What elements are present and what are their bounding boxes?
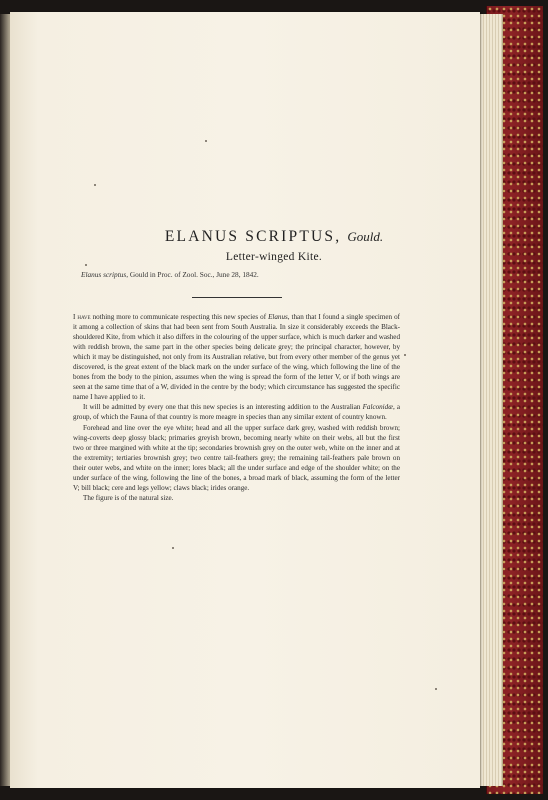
paragraph-1 [73,312,400,402]
p1-text-a: nothing more to communicate respecting this new species of [90,313,269,321]
paragraph-4: The figure is of the natural size. [83,493,174,502]
species-name: ELANUS SCRIPTUS, [164,228,342,245]
foxing-spot [404,354,406,356]
citation-species: Elanus scriptus [81,270,127,279]
divider-rule [192,297,282,298]
citation-text: , Gould in Proc. of Zool. Soc., June 28, 1842. [126,270,259,279]
p1-text-b: , than that I found a single specimen of it among a collection of skins that had been sent from South Australia. In size it considerably exceeds the Black-shouldered Kite, from which it also differs in the colouring of the upper surface, which is much darker and washed with reddish brown, the same part in the other species being delicate grey; the principal character, however, by which it may be distinguished, not only from its Australian relative, but from every other member of the genus yet discovered, is the great extent of the black mark on the under surface of the wing, which following the line of the bones from the body to the pinion, assumes when the wing is spread the form of the letter V, or if both wings are seen at the same time that of a W, divided in the centre by the body; which circumstance has suggested the specific name I have applied to it. [73,313,400,402]
family-name: Falconidæ [362,403,393,412]
species-title [0,228,548,246]
opening-words: I have [73,313,91,321]
body-text [73,312,400,503]
common-name: Letter-winged Kite. [225,251,323,263]
genus-name: Elanus [268,313,288,321]
p2-text-b: , a group, of which the Fauna of that country is more meagre in species than any similar extent of country known. [73,403,400,422]
citation [81,270,259,279]
foxing-spot [435,688,437,690]
foxing-spot [94,184,96,186]
paragraph-2 [73,402,400,422]
paragraph-3: Forehead and line over the eye white; head and all the upper surface dark grey, washed with reddish brown; wing-coverts deep glossy black; primaries greyish brown, becoming nearly white on their webs, all but the first two or three margined with white at the tip; secondaries brownish grey on the outer web, white on the inner and at the extremity; tertiaries brownish grey; two centre tail-feathers grey; the remaining tail-feathers pale brown on their outer webs, and white on the inner; lores black; all the under surface and edge of the shoulder white; on the under surface of the wing, following the line of the bones, a broad mark of black, assuming the form of the letter V; bill black; cere and legs yellow; claws black; irides orange. [73,423,400,492]
species-author: Gould. [347,229,384,244]
p2-text-a: It will be admitted by every one that this new species is an interesting addition to the Australian [83,403,363,412]
foxing-spot [172,547,174,549]
foxing-spot [85,264,87,266]
foxing-spot [205,140,207,142]
